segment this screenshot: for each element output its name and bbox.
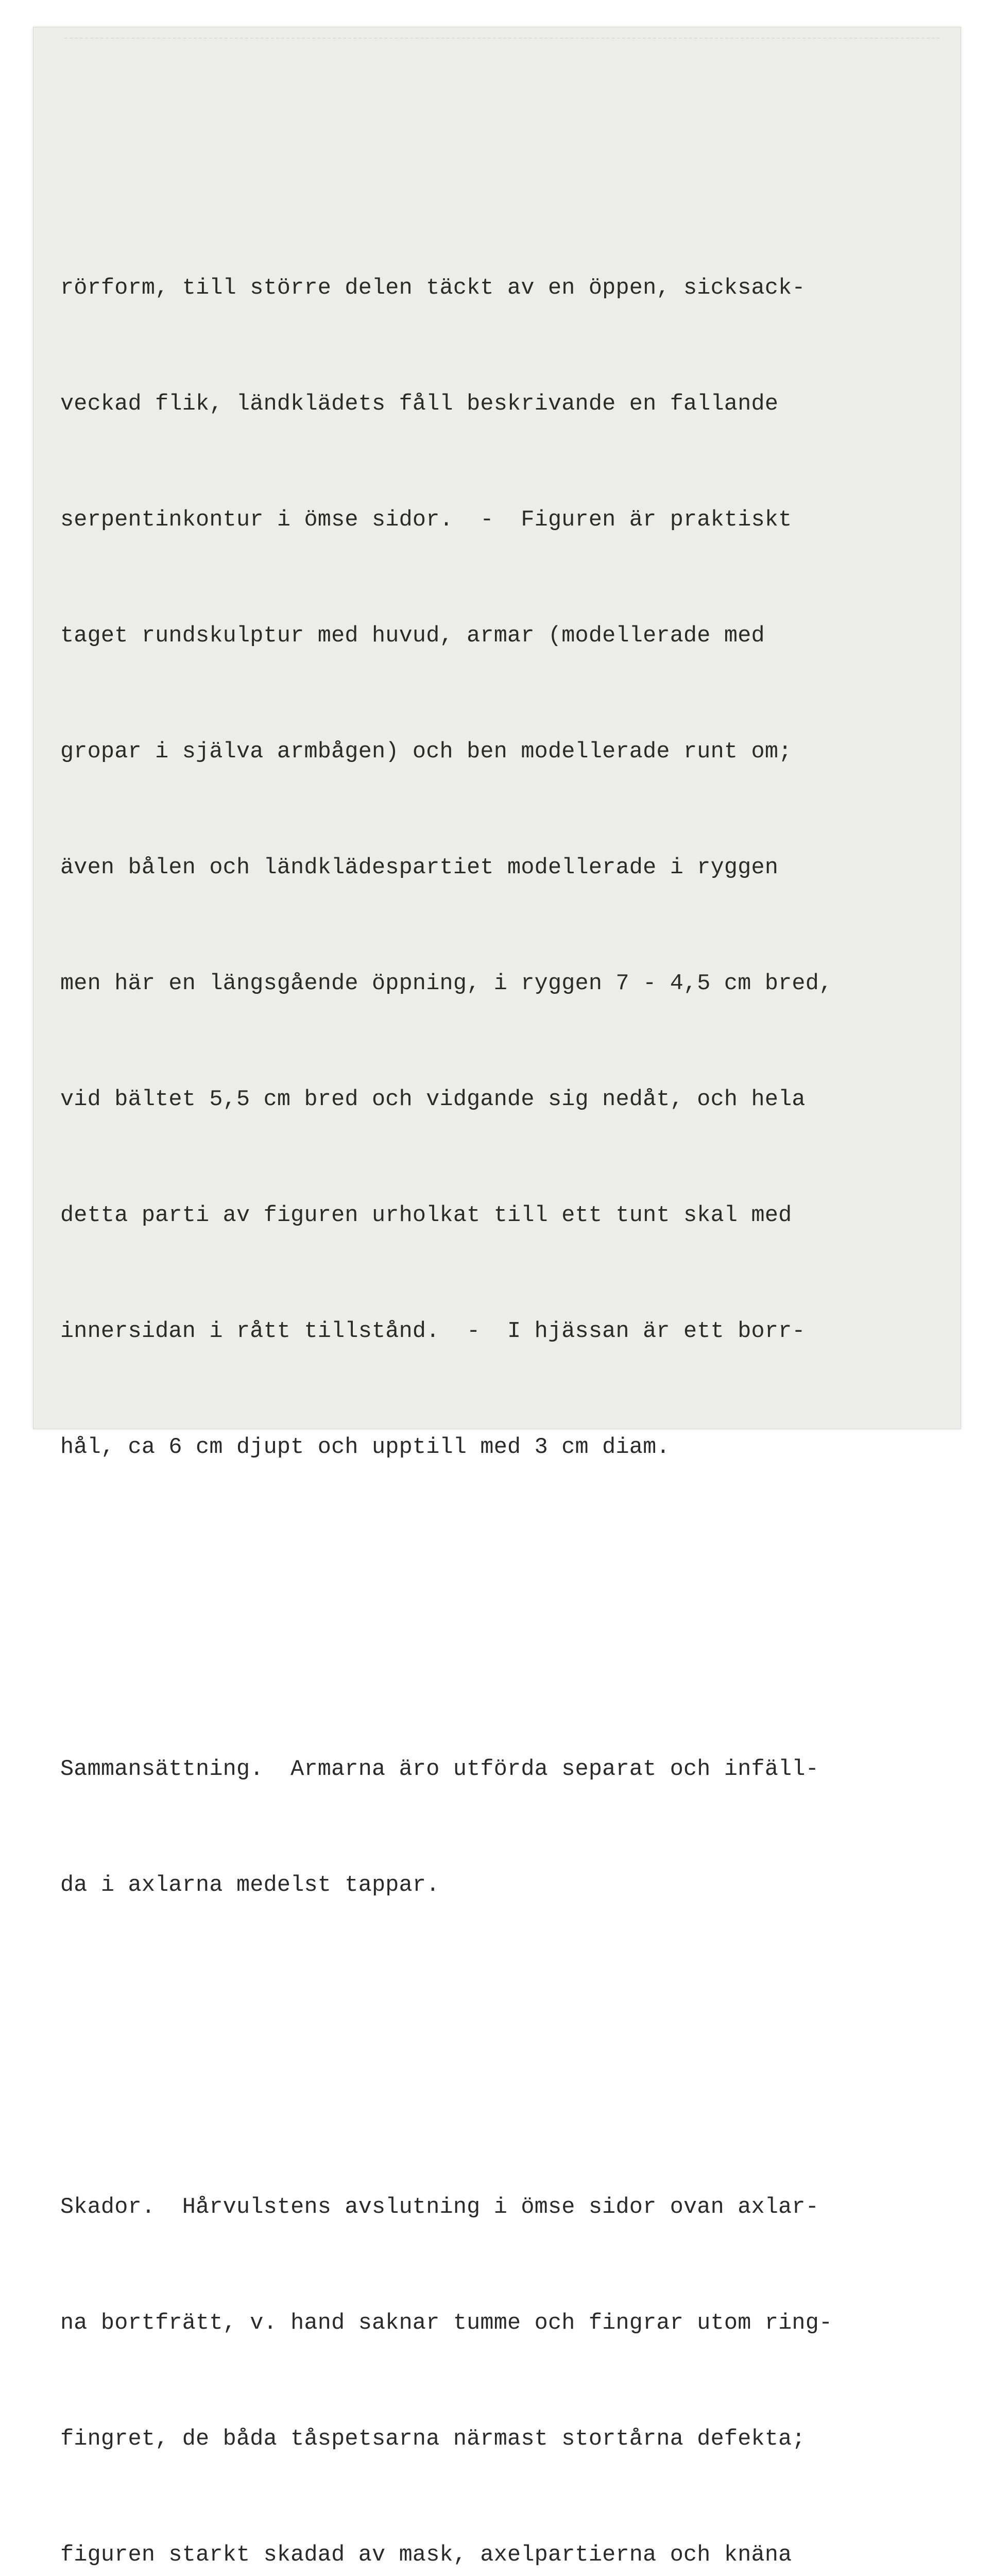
text-line: vid bältet 5,5 cm bred och vidgande sig nedåt, och hela <box>60 1087 806 1112</box>
bleed-through-marks <box>64 38 940 70</box>
paragraph-sammansattning <box>60 1673 951 1982</box>
text-line: da i axlarna medelst tappar. <box>60 1873 440 1898</box>
paragraph-description <box>60 192 951 1544</box>
text-line: fingret, de båda tåspetsarna närmast stortårna defekta; <box>60 2427 806 2452</box>
text-line: veckad flik, ländklädets fåll beskrivande en fallande <box>60 392 779 417</box>
text-line: taget rundskulptur med huvud, armar (modellerade med <box>60 623 765 649</box>
text-line: även bålen och ländklädespartiet modellerade i ryggen <box>60 855 779 880</box>
text-line: detta parti av figuren urholkat till ett tunt skal med <box>60 1203 792 1228</box>
text-line: serpentinkontur i ömse sidor. - Figuren är praktiskt <box>60 507 792 533</box>
text-line: men här en längsgående öppning, i ryggen 7 - 4,5 cm bred, <box>60 971 833 996</box>
text-line: gropar i själva armbågen) och ben modellerade runt om; <box>60 739 792 765</box>
text-line: hål, ca 6 cm djupt och upptill med 3 cm diam. <box>60 1435 670 1460</box>
text-line: na bortfrätt, v. hand saknar tumme och fingrar utom ring- <box>60 2311 833 2336</box>
index-card <box>33 27 961 2568</box>
text-line: Skador. Hårvulstens avslutning i ömse sidor ovan axlar- <box>60 2195 819 2220</box>
paragraph-skador <box>60 2111 951 2576</box>
text-line: Sammansättning. Armarna äro utförda separat och infäll- <box>60 1757 819 1782</box>
text-line: figuren starkt skadad av mask, axelpartierna och knäna <box>60 2543 792 2568</box>
text-line: rörform, till större delen täckt av en öppen, sicksack- <box>60 276 806 301</box>
text-line: innersidan i rått tillstånd. - I hjässan är ett borr- <box>60 1319 806 1344</box>
typewritten-text <box>60 76 951 2576</box>
